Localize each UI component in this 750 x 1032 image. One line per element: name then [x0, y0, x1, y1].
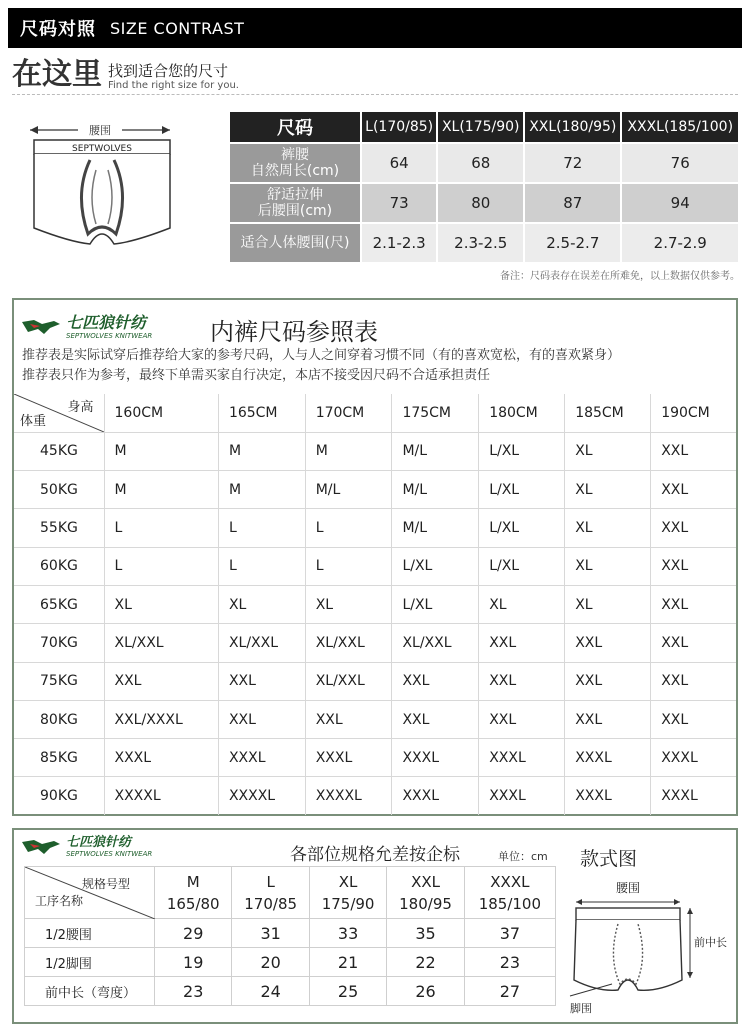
size-table-size: L(170/85) — [362, 112, 436, 142]
row-label-line1: 裤腰 — [281, 147, 309, 163]
spec-value-cell: 27 — [464, 977, 555, 1006]
recommend-size-cell: XL — [218, 585, 305, 623]
recommend-size-cell: XXL — [651, 509, 736, 547]
recommend-weight: 75KG — [14, 662, 104, 700]
recommend-size-cell: XL/XXL — [104, 624, 218, 662]
recommend-size-cell: L/XL — [479, 432, 565, 470]
recommend-size-cell: XXL — [479, 624, 565, 662]
spec-value-cell: 19 — [155, 948, 232, 977]
spec-size-code: 165/80 — [166, 894, 220, 913]
spec-value-cell: 37 — [464, 919, 555, 948]
spec-corner — [25, 867, 155, 919]
recommend-size-cell: XL/XXL — [305, 662, 392, 700]
size-table-note: 备注：尺码表存在误差在所难免，以上数据仅供参考。 — [500, 271, 740, 282]
recommend-size-cell: L — [218, 547, 305, 585]
recommend-note-line2: 推荐表只作为参考，最终下单需买家自行决定，本店不接受因尺码不合适承担责任 — [22, 368, 491, 383]
header-title-en: SIZE CONTRAST — [110, 18, 245, 38]
spec-value-cell: 21 — [309, 948, 386, 977]
recommend-row — [14, 624, 736, 662]
recommend-row — [14, 547, 736, 585]
recommend-size-cell: XXXL — [651, 739, 736, 777]
recommend-height: 185CM — [565, 394, 651, 432]
spec-value-cell: 26 — [387, 977, 464, 1006]
briefs-illustration — [30, 120, 210, 260]
spec-value-cell: 29 — [155, 919, 232, 948]
wolf-logo-icon — [20, 836, 62, 858]
style-waist-label: 腰围 — [615, 881, 641, 895]
spec-size-header — [464, 867, 555, 919]
recommend-size-cell: L/XL — [479, 471, 565, 509]
brand-name-en: SEPTWOLVES KNITWEAR — [66, 332, 153, 340]
recommend-note — [22, 346, 620, 386]
brand-name-cn: 七匹狼针纺 — [66, 313, 147, 332]
spec-title: 各部位规格允差按企标 — [290, 845, 460, 865]
spec-size-code: 175/90 — [321, 894, 375, 913]
find-big-text: 在这里 — [12, 57, 102, 92]
corner-height-label: 身高 — [67, 400, 94, 415]
size-table — [228, 110, 740, 264]
wolf-logo-icon — [20, 316, 62, 338]
recommend-size-cell: L/XL — [392, 585, 479, 623]
recommend-size-cell: M/L — [392, 471, 479, 509]
recommend-size-cell: XXL — [565, 624, 651, 662]
recommend-size-cell: L/XL — [392, 547, 479, 585]
recommend-size-cell: M/L — [392, 509, 479, 547]
header-bar — [8, 8, 742, 48]
recommend-row — [14, 432, 736, 470]
recommend-size-cell: XL — [565, 432, 651, 470]
recommend-size-cell: XXL — [479, 700, 565, 738]
recommend-size-cell: XXXXL — [104, 777, 218, 815]
brand-logo-small — [20, 836, 152, 858]
recommend-row — [14, 662, 736, 700]
size-table-cell: 2.1-2.3 — [362, 224, 436, 262]
recommend-size-cell: XXXL — [651, 777, 736, 815]
find-sub-en: Find the right size for you. — [108, 80, 239, 91]
recommend-size-cell: XL — [305, 585, 392, 623]
spec-value-cell: 24 — [232, 977, 309, 1006]
recommend-weight: 70KG — [14, 624, 104, 662]
illu-waist-label: 腰围 — [89, 124, 111, 137]
recommend-row — [14, 471, 736, 509]
size-table-row-label — [230, 144, 360, 182]
recommend-height: 160CM — [104, 394, 218, 432]
recommend-panel — [12, 298, 738, 816]
row-label-line2: 自然周长(cm) — [250, 163, 340, 179]
spec-row-label: 前中长（弯度） — [25, 977, 155, 1006]
recommend-size-cell: L/XL — [479, 509, 565, 547]
recommend-size-cell: L/XL — [479, 547, 565, 585]
recommend-size-cell: XXXL — [305, 739, 392, 777]
recommend-size-cell: XXL — [392, 662, 479, 700]
recommend-size-cell: XXXXL — [218, 777, 305, 815]
spec-value-cell: 25 — [309, 977, 386, 1006]
recommend-size-cell: XXL — [651, 471, 736, 509]
recommend-size-cell: XXL — [565, 662, 651, 700]
illu-brand-band: SEPTWOLVES — [72, 144, 132, 154]
spec-size-name: L — [266, 872, 275, 891]
spec-size-name: XXXL — [490, 872, 530, 891]
recommend-size-cell: XXXL — [104, 739, 218, 777]
corner-process-label: 工序名称 — [35, 894, 84, 908]
recommend-size-cell: M/L — [305, 471, 392, 509]
spec-size-code: 185/100 — [478, 894, 542, 913]
recommend-row — [14, 777, 736, 815]
recommend-note-line1: 推荐表是实际试穿后推荐给大家的参考尺码，人与人之间穿着习惯不同（有的喜欢宽松，有的喜欢紧身） — [22, 348, 621, 363]
recommend-size-cell: XL — [479, 585, 565, 623]
spec-row — [25, 977, 556, 1006]
recommend-size-cell: M — [104, 432, 218, 470]
recommend-weight: 85KG — [14, 739, 104, 777]
find-sub-cn: 找到适合您的尺寸 — [108, 62, 229, 80]
size-table-cell: 73 — [362, 184, 436, 222]
recommend-title: 内裤尺码参照表 — [210, 318, 378, 346]
spec-size-code: 180/95 — [399, 894, 452, 913]
recommend-size-cell: XXL — [305, 700, 392, 738]
spec-row — [25, 948, 556, 977]
recommend-size-cell: XXL — [218, 662, 305, 700]
style-leg-label: 脚围 — [570, 1002, 592, 1015]
recommend-height: 180CM — [479, 394, 565, 432]
recommend-weight: 55KG — [14, 509, 104, 547]
recommend-size-cell: XXL — [651, 700, 736, 738]
recommend-size-cell: XL — [104, 585, 218, 623]
recommend-size-cell: XL — [565, 471, 651, 509]
size-table-size: XL(175/90) — [438, 112, 523, 142]
size-table-corner: 尺码 — [230, 112, 360, 142]
header-title-cn: 尺码对照 — [20, 19, 96, 40]
spec-row-label: 1/2脚围 — [25, 948, 155, 977]
recommend-size-cell: XXXL — [392, 739, 479, 777]
size-table-row-label — [230, 184, 360, 222]
size-table-cell: 87 — [525, 184, 620, 222]
recommend-weight: 80KG — [14, 700, 104, 738]
recommend-size-cell: L — [305, 509, 392, 547]
size-table-cell: 94 — [622, 184, 738, 222]
spec-value-cell: 20 — [232, 948, 309, 977]
recommend-size-cell: XXL — [218, 700, 305, 738]
recommend-weight: 60KG — [14, 547, 104, 585]
recommend-size-cell: XL/XXL — [218, 624, 305, 662]
recommend-weight: 65KG — [14, 585, 104, 623]
recommend-corner — [14, 394, 104, 432]
recommend-height: 165CM — [218, 394, 305, 432]
recommend-table — [14, 394, 736, 815]
divider — [12, 94, 738, 95]
brand-logo — [20, 314, 152, 340]
recommend-row — [14, 585, 736, 623]
recommend-row — [14, 739, 736, 777]
size-table-cell: 72 — [525, 144, 620, 182]
corner-spec-label: 规格号型 — [81, 877, 130, 891]
style-front-length-label: 前中长 — [694, 936, 727, 949]
recommend-size-cell: XL — [565, 509, 651, 547]
recommend-size-cell: XXXL — [479, 777, 565, 815]
recommend-size-cell: XXL — [104, 662, 218, 700]
spec-value-cell: 23 — [155, 977, 232, 1006]
recommend-size-cell: M/L — [392, 432, 479, 470]
recommend-size-cell: XXL — [651, 624, 736, 662]
spec-size-name: XXL — [411, 872, 440, 891]
recommend-weight: 50KG — [14, 471, 104, 509]
row-label-line1: 适合人体腰围(尺) — [240, 235, 350, 251]
recommend-weight: 90KG — [14, 777, 104, 815]
recommend-height: 170CM — [305, 394, 392, 432]
recommend-size-cell: XXXL — [218, 739, 305, 777]
spec-row-label: 1/2腰围 — [25, 919, 155, 948]
recommend-size-cell: XXXL — [479, 739, 565, 777]
recommend-row — [14, 509, 736, 547]
spec-row — [25, 919, 556, 948]
recommend-size-cell: XXL/XXXL — [104, 700, 218, 738]
recommend-size-cell: M — [218, 471, 305, 509]
spec-value-cell: 22 — [387, 948, 464, 977]
spec-value-cell: 23 — [464, 948, 555, 977]
spec-panel — [12, 828, 738, 1024]
recommend-size-cell: XXL — [565, 700, 651, 738]
row-label-line1: 舒适拉伸 — [267, 187, 323, 203]
size-table-size: XXXL(185/100) — [622, 112, 738, 142]
recommend-size-cell: M — [218, 432, 305, 470]
recommend-size-cell: L — [104, 509, 218, 547]
recommend-size-cell: XXL — [651, 585, 736, 623]
row-label-line2: 后腰围(cm) — [257, 203, 333, 219]
recommend-size-cell: XL — [565, 585, 651, 623]
spec-value-cell: 35 — [387, 919, 464, 948]
spec-size-header — [387, 867, 464, 919]
find-size-heading — [12, 52, 239, 92]
size-table-cell: 68 — [438, 144, 523, 182]
spec-size-name: M — [186, 872, 200, 891]
spec-size-header — [232, 867, 309, 919]
style-diagram — [566, 880, 734, 1020]
recommend-size-cell: M — [104, 471, 218, 509]
size-table-row-label — [230, 224, 360, 262]
size-table-cell: 2.7-2.9 — [622, 224, 738, 262]
spec-size-header — [309, 867, 386, 919]
recommend-size-cell: XL/XXL — [392, 624, 479, 662]
brand-name-cn: 七匹狼针纺 — [66, 835, 132, 850]
recommend-size-cell: XXXL — [565, 777, 651, 815]
spec-value-cell: 31 — [232, 919, 309, 948]
recommend-size-cell: L — [218, 509, 305, 547]
recommend-height: 175CM — [392, 394, 479, 432]
brand-name-en: SEPTWOLVES KNITWEAR — [66, 850, 153, 858]
recommend-height: 190CM — [651, 394, 736, 432]
recommend-size-cell: L — [104, 547, 218, 585]
recommend-row — [14, 700, 736, 738]
find-sub — [108, 62, 239, 92]
recommend-size-cell: XXL — [392, 700, 479, 738]
spec-size-name: XL — [338, 872, 358, 891]
recommend-size-cell: XXXXL — [305, 777, 392, 815]
size-table-size: XXL(180/95) — [525, 112, 620, 142]
size-table-cell: 76 — [622, 144, 738, 182]
recommend-size-cell: L — [305, 547, 392, 585]
recommend-weight: 45KG — [14, 432, 104, 470]
size-table-cell: 80 — [438, 184, 523, 222]
spec-size-header — [155, 867, 232, 919]
recommend-size-cell: XL/XXL — [305, 624, 392, 662]
recommend-size-cell: XXXL — [565, 739, 651, 777]
recommend-size-cell: XL — [565, 547, 651, 585]
style-diagram-title: 款式图 — [580, 848, 638, 870]
recommend-size-cell: XXL — [651, 662, 736, 700]
spec-unit: 单位：cm — [498, 850, 548, 863]
recommend-size-cell: XXL — [479, 662, 565, 700]
recommend-size-cell: XXL — [651, 432, 736, 470]
size-table-cell: 2.3-2.5 — [438, 224, 523, 262]
size-table-cell: 64 — [362, 144, 436, 182]
size-table-cell: 2.5-2.7 — [525, 224, 620, 262]
spec-value-cell: 33 — [309, 919, 386, 948]
recommend-size-cell: XXXL — [392, 777, 479, 815]
corner-weight-label: 体重 — [20, 413, 47, 429]
spec-size-code: 170/85 — [244, 894, 298, 913]
recommend-size-cell: M — [305, 432, 392, 470]
spec-table — [24, 866, 556, 1006]
recommend-size-cell: XXL — [651, 547, 736, 585]
